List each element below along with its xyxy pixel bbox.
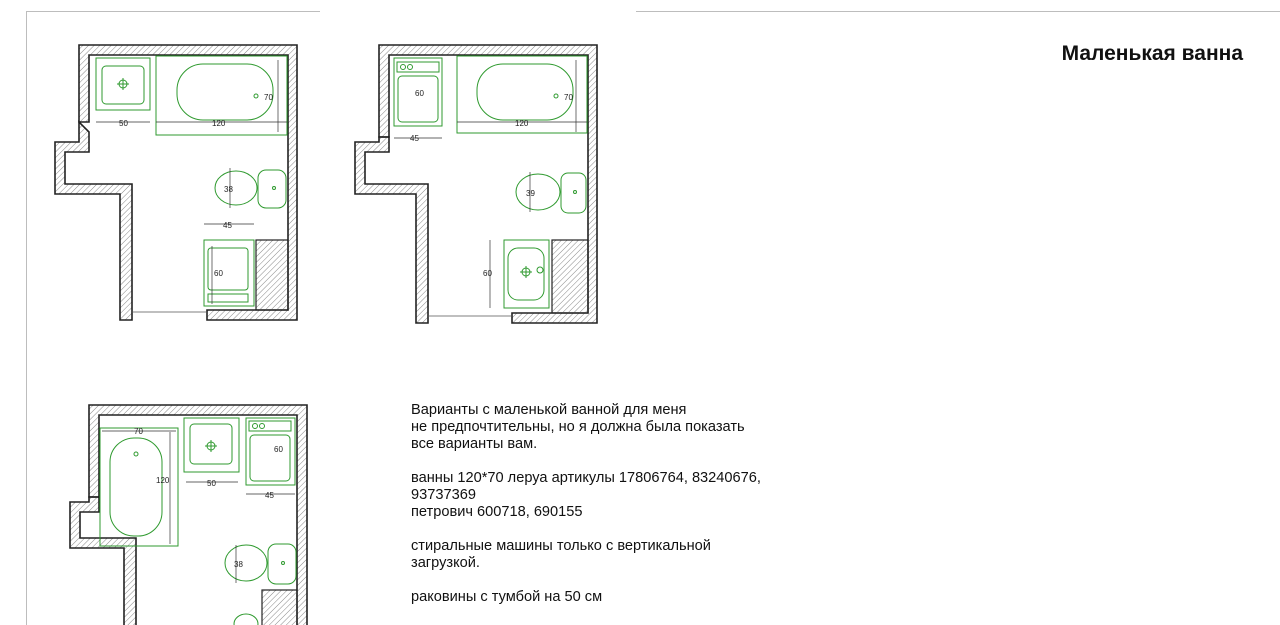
washing-machine — [204, 240, 254, 306]
dim-tub-width: 70 — [134, 427, 143, 436]
sink — [184, 418, 239, 472]
notes-line: все варианты вам. — [411, 436, 538, 452]
dim-sink-width: 50 — [207, 479, 216, 488]
notes-line: ванны 120*70 леруа артикулы 17806764, 83240676, — [411, 470, 761, 486]
sink — [504, 240, 549, 308]
dim-toilet-width: 38 — [234, 560, 243, 569]
dim-tub-length: 120 — [515, 119, 529, 128]
floor-plan-2 — [352, 42, 602, 327]
notes-line: петрович 600718, 690155 — [411, 504, 583, 520]
washing-machine — [246, 418, 295, 485]
notes-paragraph-2 — [411, 470, 881, 521]
dimension-labels — [119, 93, 273, 278]
dim-tub-width: 70 — [564, 93, 573, 102]
floor-plan-1 — [52, 42, 302, 327]
dim-washer-width: 45 — [223, 221, 232, 230]
dim-tub-length: 120 — [212, 119, 226, 128]
floor-plan-3 — [62, 402, 312, 625]
dim-washer-depth: 60 — [274, 445, 283, 454]
walls — [70, 405, 307, 625]
dim-sink-depth: 60 — [483, 269, 492, 278]
notes-line: Варианты с маленькой ванной для меня — [411, 402, 687, 418]
notes-line: стиральные машины только с вертикальной — [411, 538, 711, 554]
dim-washer-depth: 60 — [214, 269, 223, 278]
notes-paragraph-3 — [411, 538, 881, 572]
dim-tub-length: 120 — [156, 476, 170, 485]
notes-text — [411, 402, 881, 623]
sink — [96, 58, 150, 110]
dim-washer-depth: 60 — [415, 89, 424, 98]
notes-line: не предпочтительны, но я должна была показать — [411, 419, 745, 435]
walls — [55, 45, 297, 320]
notes-paragraph-4 — [411, 589, 881, 606]
notes-line: загрузкой. — [411, 555, 480, 571]
bathtub — [100, 428, 178, 546]
page-title: Маленькая ванна — [1061, 42, 1243, 65]
dimension-labels — [134, 427, 283, 569]
dim-tub-width: 70 — [264, 93, 273, 102]
dim-washer-width: 45 — [265, 491, 274, 500]
top-rule-right — [636, 11, 1280, 12]
dim-toilet-width: 38 — [224, 185, 233, 194]
notes-paragraph-1 — [411, 402, 881, 453]
dim-washer-width: 45 — [410, 134, 419, 143]
dim-sink-width: 50 — [119, 119, 128, 128]
top-rule-left — [26, 11, 320, 12]
notes-line: раковины с тумбой на 50 см — [411, 589, 603, 605]
notes-line: 93737369 — [411, 487, 476, 503]
dim-toilet-width: 39 — [526, 189, 535, 198]
